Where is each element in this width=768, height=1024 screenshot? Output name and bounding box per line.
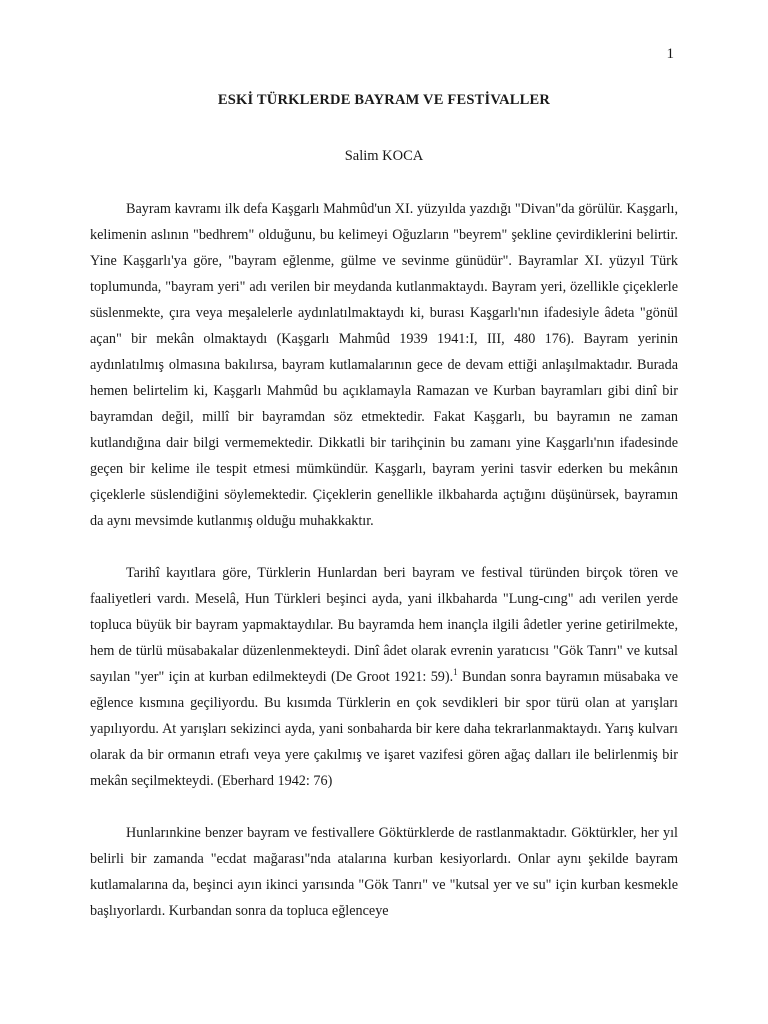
paragraph-3: Hunlarınkine benzer bayram ve festivallere Göktürklerde de rastlanmaktadır. Göktürkler, her yıl belirli bir zamanda "ecdat mağarası"nda atalarına kurban kesiyorlardı. Onlar aynı şekilde bayram kutlamalarına da, beşinci ayın ikinci yarısında "Gök Tanrı" ve "kutsal yer ve su" için kurban kesmekle başlıyorlardı. Kurbandan sonra da topluca eğlenceye [90,825,678,919]
author-name: Salim KOCA [344,148,424,164]
page-title: ESKİ TÜRKLERDE BAYRAM VE FESTİVALLER [217,92,551,108]
page-number: 1 [666,46,674,62]
footnote-marker[interactable]: 1 [453,667,458,677]
paragraph-2-text: Tarihî kayıtlara göre, Türklerin Hunlardan beri bayram ve festival türünden birçok tören ve faaliyetleri vardı. Meselâ, Hun Türkleri beşinci ayda, yani ilkbaharda "Lung-cıng" adı verilen yerde topluca büyük bir bayram yapmaktaydılar. Bu bayramda hem inançla ilgili âdetler yerine getirilmekte, hem de türlü müsabakalar düzenlenmekteydi. Dinî âdet olarak evrenin yaratıcısı "Gök Tanrı" ve kutsal sayılan "yer" için at kurban edilmekteydi (De Groot 1921: 59). [90,565,678,685]
document-body [90,196,678,924]
paragraph-2 [90,560,678,794]
paragraph-1: Bayram kavramı ilk defa Kaşgarlı Mahmûd'un XI. yüzyılda yazdığı "Divan"da görülür. Kaşgarlı, kelimenin aslının "bedhrem" olduğunu, bu kelimeyi Oğuzların "beyrem" şekline çevirdiklerini belirtir. Yine Kaşgarlı'ya göre, "bayram eğlenme, gülme ve sevinme günüdür". Bayramlar XI. yüzyıl Türk toplumunda, "bayram yeri" adı verilen bir meydanda kutlanmaktaydı. Bayram yeri, özellikle çiçeklerle süslenmekte, çıra veya meşalelerle aydınlatılmaktaydı ki, burası Kaşgarlı'nın ifadesiyle âdeta "gönül açan" bir mekân olmaktaydı (Kaşgarlı Mahmûd 1939 1941:I, III, 480 176). Bayram yerinin aydınlatılmış olmasına bakılırsa, bayram kutlamalarının gece de devam ettiği anlaşılmaktadır. Burada hemen belirtelim ki, Kaşgarlı Mahmûd bu açıklamayla Ramazan ve Kurban bayramları gibi dinî bir bayramdan değil, millî bir bayramdan söz etmektedir. Fakat Kaşgarlı, bu bayramın ne zaman kutlandığına dair bilgi vermemektedir. Dikkatli bir tarihçinin bu zamanı yine Kaşgarlı'nın ifadesinde geçen bir kelime ile tespit etmesi mümkündür. Kaşgarlı, bayram yerini tasvir ederken bu mekânın çiçeklerle süslendiğini söylemektedir. Çiçeklerin genellikle ilkbaharda açtığını düşünürsek, bayramın da aynı mevsimde kutlanmış olduğu muhakkaktır. [90,201,678,529]
paragraph-2-text-continued: Bundan sonra bayramın müsabaka ve eğlence kısmına geçiliyordu. Bu kısımda Türklerin en çok sevdikleri bir spor türü olan at yarışları yapılıyordu. At yarışları sekizinci ayda, yani sonbaharda bir kere daha tekrarlanmaktaydı. Yarış kulvarı olarak da bir ormanın etrafı veya yere çakılmış ve işaret vazifesi gören ağaç dalları ile belirlenmiş bir mekân seçilmekteydi. (Eberhard 1942: 76) [90,669,678,789]
